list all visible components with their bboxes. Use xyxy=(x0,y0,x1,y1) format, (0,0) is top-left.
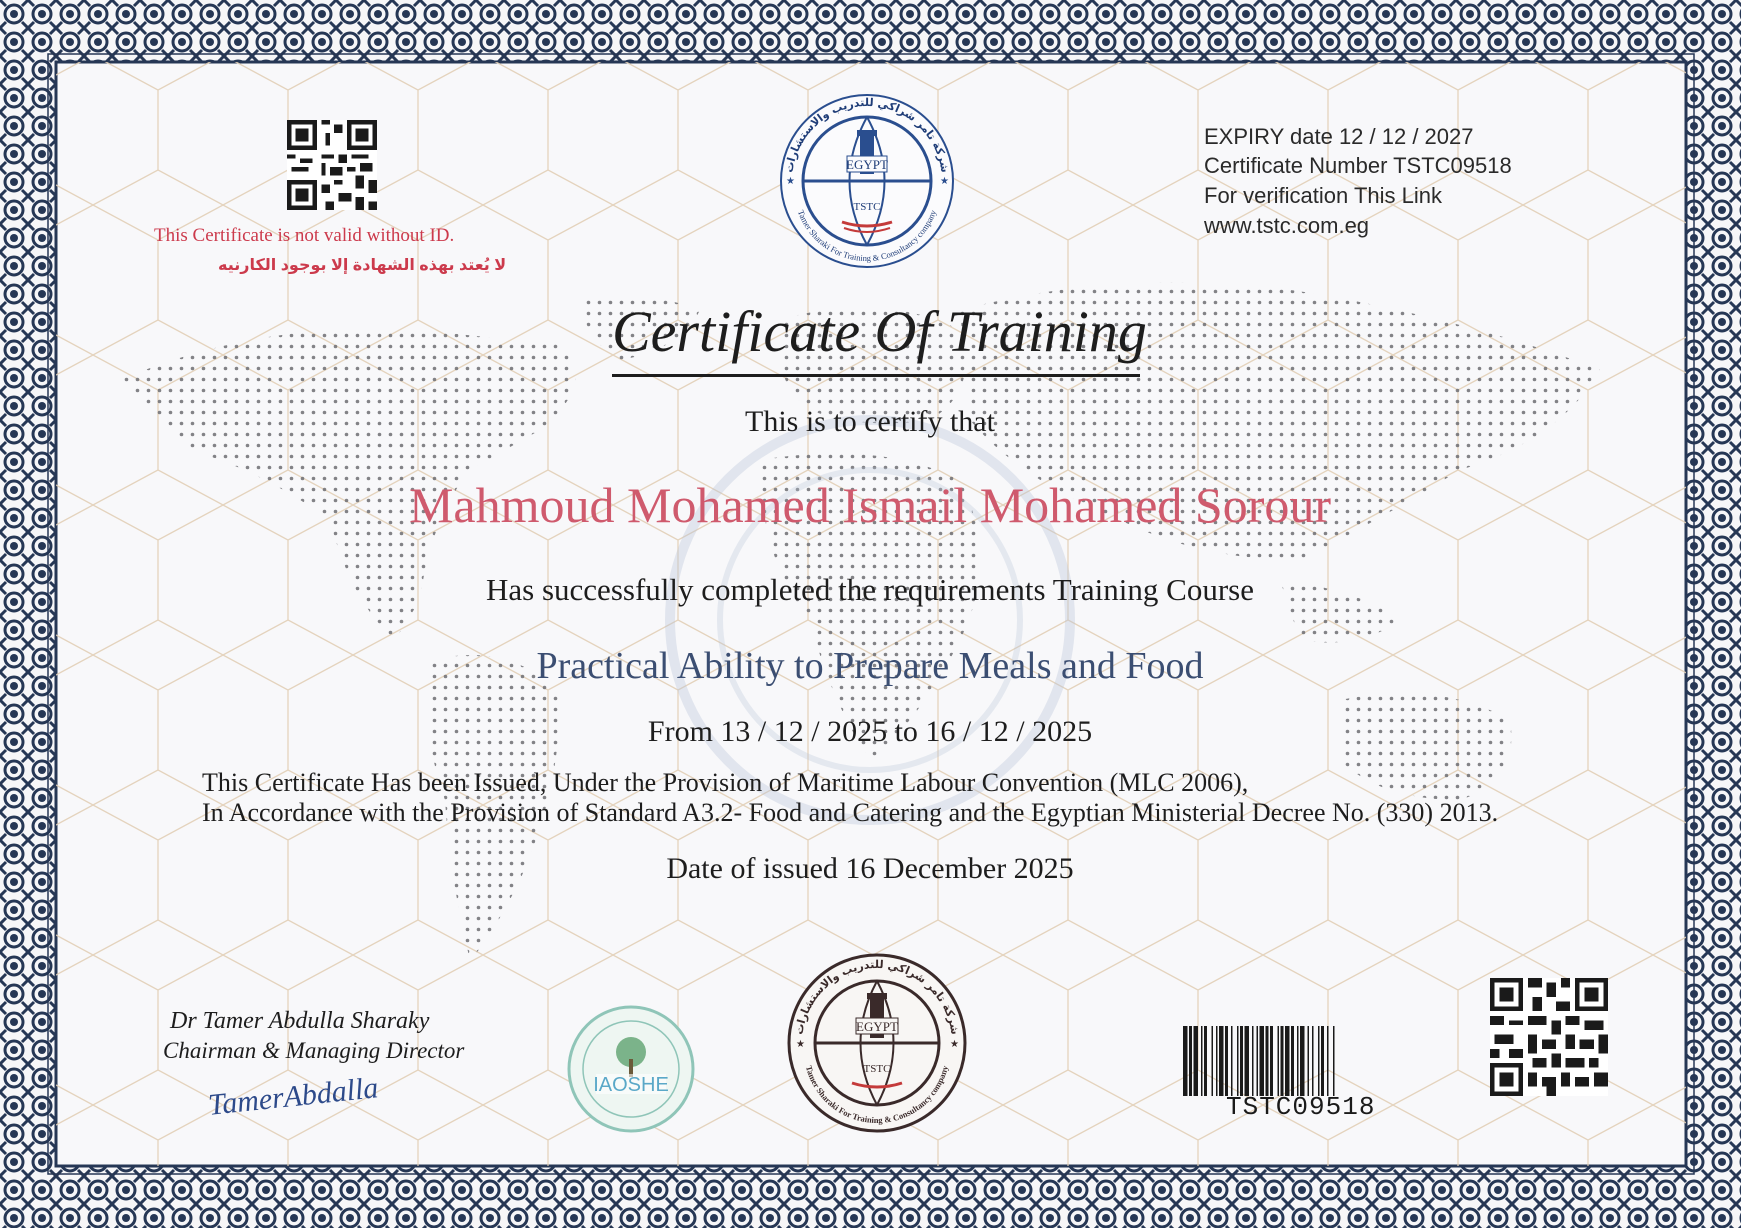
tstc-stamp xyxy=(782,948,972,1138)
certify-statement: This is to certify that xyxy=(745,405,995,438)
svg-text:★: ★ xyxy=(940,176,949,187)
barcode-text: TSTC09518 xyxy=(1226,1092,1376,1122)
course-title: Practical Ability to Prepare Meals and Food xyxy=(536,645,1204,687)
expiry-date: EXPIRY date 12 / 12 / 2027 xyxy=(1204,124,1474,149)
verification-link[interactable]: www.tstc.com.eg xyxy=(1204,213,1370,238)
iaoshe-label: IAOSHE xyxy=(593,1074,669,1096)
signer-role: Chairman & Managing Director xyxy=(163,1038,465,1063)
logo-arabic-text: شركة تامر شراكي للتدريب والاستشارات xyxy=(782,95,952,174)
svg-text:★: ★ xyxy=(950,1039,959,1050)
barcode xyxy=(1183,1026,1458,1096)
stamp-abbr: TSTC xyxy=(863,1063,891,1075)
stamp-country: EGYPT xyxy=(856,1019,898,1034)
recipient-name: Mahmoud Mohamed Ismail Mohamed Sorour xyxy=(408,477,1332,533)
svg-text:★: ★ xyxy=(786,176,795,187)
training-period: From 13 / 12 / 2025 to 16 / 12 / 2025 xyxy=(647,715,1093,748)
logo-english-text: Tamer Sharaki For Training & Consultancy company xyxy=(795,208,939,264)
id-warning-arabic: لا يُعتد بهذه الشهادة إلا بوجود الكارنيه xyxy=(218,257,507,274)
stamp-english-text: Tamer Sharaki For Training & Consultancy company xyxy=(803,1064,951,1126)
completion-statement: Has successfully completed the requirements Training Course xyxy=(486,572,1254,607)
iaoshe-logo xyxy=(556,1004,706,1134)
certificate-title: Certificate Of Training xyxy=(612,299,1147,364)
verification-text: For verification This Link xyxy=(1204,183,1443,208)
logo-abbr: TSTC xyxy=(853,201,881,213)
signature-autograph: TamerAbdalla xyxy=(206,1071,380,1122)
qr-code-bottom xyxy=(1486,978,1612,1096)
title-underline xyxy=(612,374,1140,377)
certificate-number: Certificate Number TSTC09518 xyxy=(1204,153,1512,178)
logo-country: EGYPT xyxy=(846,157,888,172)
issue-date: Date of issued 16 December 2025 xyxy=(666,852,1074,885)
svg-text:★: ★ xyxy=(796,1039,805,1050)
tstc-logo xyxy=(772,92,962,270)
provision-line-1: This Certificate Has been Issued, Under the Provision of Maritime Labour Convention (MLC 2006), xyxy=(202,768,1249,797)
provision-line-2: In Accordance with the Provision of Standard A3.2- Food and Catering and the Egyptian Ministerial Decree No. (330) 2013. xyxy=(202,798,1499,827)
signer-name: Dr Tamer Abdulla Sharaky xyxy=(170,1008,430,1034)
stamp-arabic-text: شركة تامر شراكي للتدريب والاستشارات xyxy=(792,957,962,1036)
id-warning-english: This Certificate is not valid without ID. xyxy=(154,225,455,246)
qr-code-top xyxy=(284,120,380,210)
